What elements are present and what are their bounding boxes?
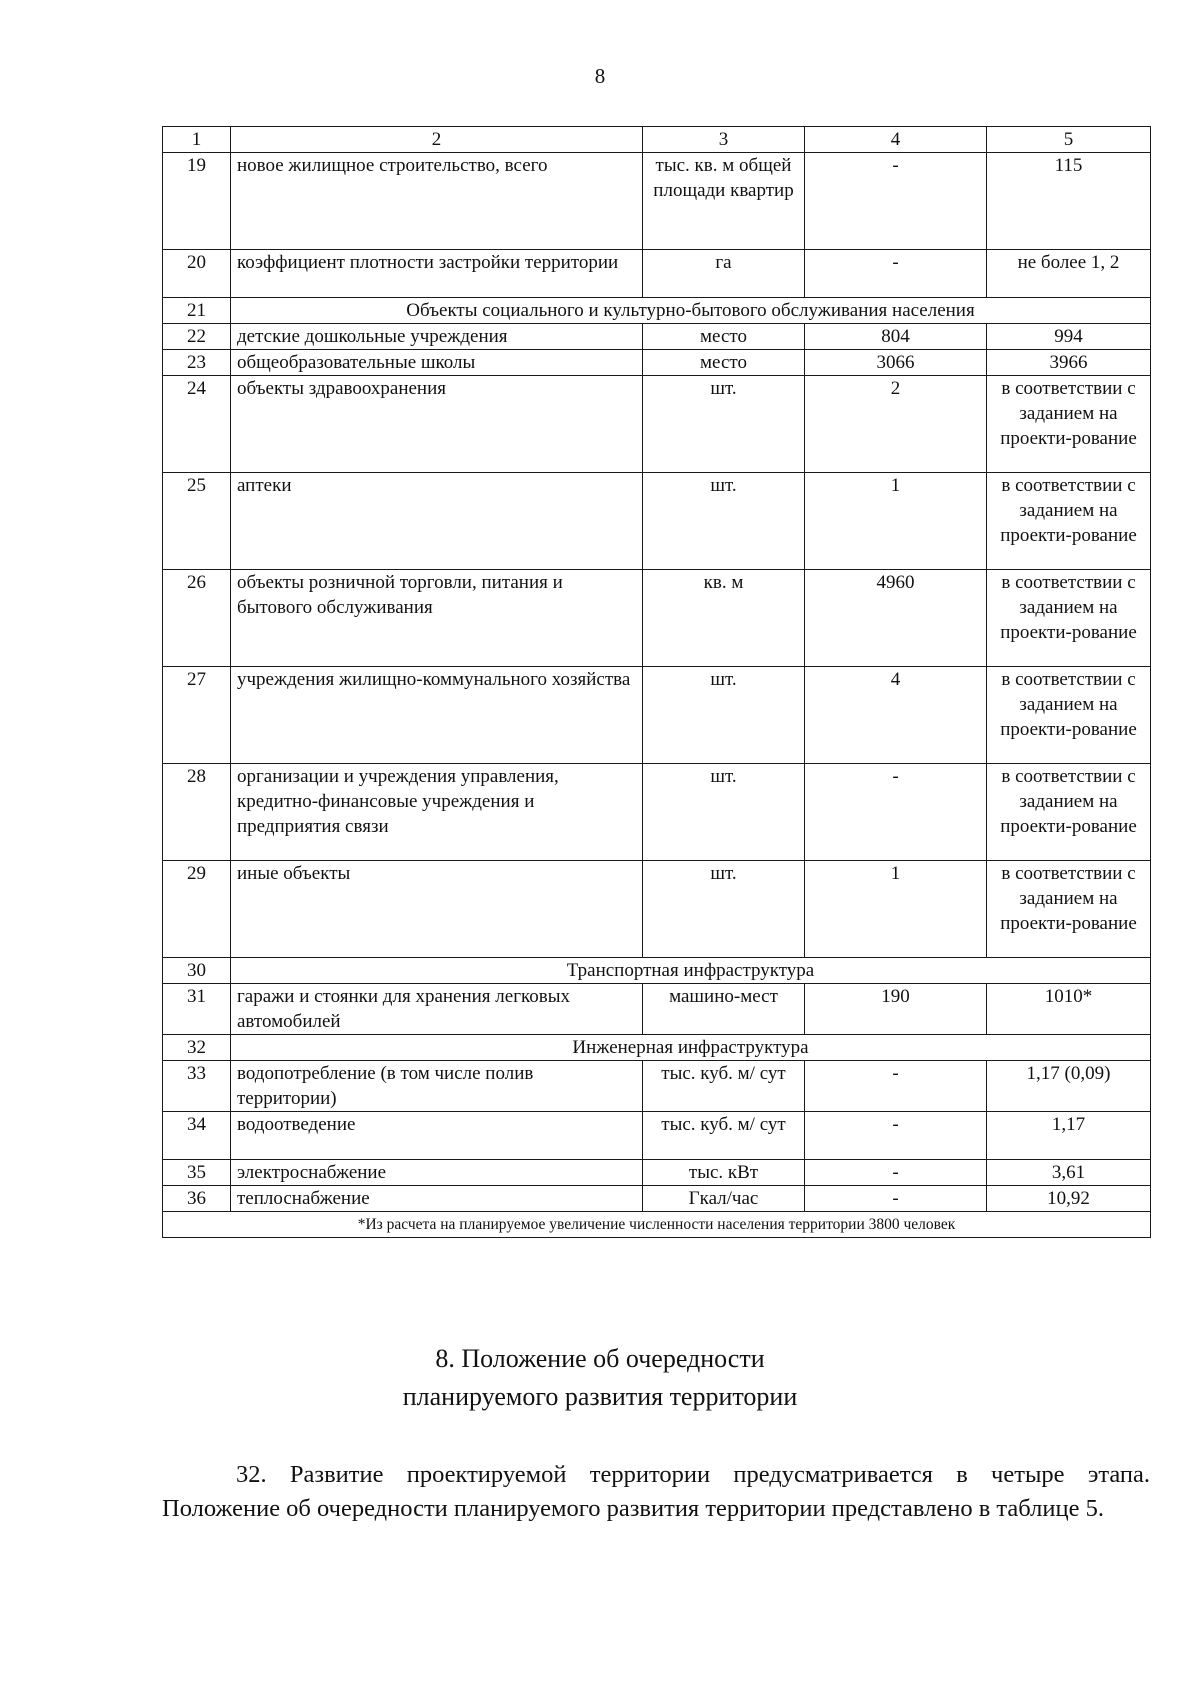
row-number: 31 <box>163 984 231 1035</box>
table-row <box>163 1186 1151 1212</box>
value-planned: 1,17 (0,09) <box>987 1061 1151 1112</box>
header-cell: 2 <box>231 127 643 153</box>
row-number: 30 <box>163 958 231 984</box>
value-current: 190 <box>805 984 987 1035</box>
table-row <box>163 473 1151 570</box>
indicator-name: коэффициент плотности застройки территории <box>231 250 643 298</box>
row-number: 20 <box>163 250 231 298</box>
value-planned: 1010* <box>987 984 1151 1035</box>
value-current: 1 <box>805 861 987 958</box>
table-row <box>163 350 1151 376</box>
value-planned: не более 1, 2 <box>987 250 1151 298</box>
unit-cell: шт. <box>643 667 805 764</box>
indicator-name: аптеки <box>231 473 643 570</box>
table-row <box>163 153 1151 250</box>
section-title: Инженерная инфраструктура <box>231 1035 1151 1061</box>
table-row <box>163 570 1151 667</box>
section-heading <box>0 1340 1200 1416</box>
unit-cell: шт. <box>643 764 805 861</box>
indicator-name: общеобразовательные школы <box>231 350 643 376</box>
indicator-name: теплоснабжение <box>231 1186 643 1212</box>
page-number: 8 <box>594 64 606 88</box>
table-section-row <box>163 1035 1151 1061</box>
row-number: 34 <box>163 1112 231 1160</box>
value-planned: 994 <box>987 324 1151 350</box>
value-planned: 3966 <box>987 350 1151 376</box>
unit-cell: тыс. куб. м/ сут <box>643 1112 805 1160</box>
indicator-name: организации и учреждения управления, кредитно-финансовые учреждения и предприятия связи <box>231 764 643 861</box>
indicator-name: объекты здравоохранения <box>231 376 643 473</box>
value-planned: 10,92 <box>987 1186 1151 1212</box>
value-current: 4 <box>805 667 987 764</box>
header-cell: 4 <box>805 127 987 153</box>
unit-cell: шт. <box>643 861 805 958</box>
indicator-name: иные объекты <box>231 861 643 958</box>
value-current: 1 <box>805 473 987 570</box>
unit-cell: шт. <box>643 473 805 570</box>
value-current: - <box>805 1160 987 1186</box>
value-planned: в соответствии с заданием на проекти-рование <box>987 764 1151 861</box>
row-number: 21 <box>163 298 231 324</box>
value-current: 4960 <box>805 570 987 667</box>
table-row <box>163 764 1151 861</box>
unit-cell: кв. м <box>643 570 805 667</box>
value-planned: в соответствии с заданием на проекти-рование <box>987 376 1151 473</box>
value-planned: в соответствии с заданием на проекти-рование <box>987 473 1151 570</box>
table-footnote: *Из расчета на планируемое увеличение численности населения территории 3800 человек <box>163 1212 1151 1238</box>
value-current: 2 <box>805 376 987 473</box>
value-current: 3066 <box>805 350 987 376</box>
row-number: 32 <box>163 1035 231 1061</box>
table-row <box>163 250 1151 298</box>
value-current: - <box>805 1061 987 1112</box>
table-header-row <box>163 127 1151 153</box>
unit-cell: тыс. кВт <box>643 1160 805 1186</box>
indicator-name: учреждения жилищно-коммунального хозяйства <box>231 667 643 764</box>
row-number: 28 <box>163 764 231 861</box>
section-heading-line: 8. Положение об очередности <box>435 1344 765 1373</box>
value-planned: в соответствии с заданием на проекти-рование <box>987 861 1151 958</box>
unit-cell: машино-мест <box>643 984 805 1035</box>
unit-cell: место <box>643 350 805 376</box>
row-number: 19 <box>163 153 231 250</box>
row-number: 35 <box>163 1160 231 1186</box>
row-number: 27 <box>163 667 231 764</box>
value-planned: в соответствии с заданием на проекти-рование <box>987 667 1151 764</box>
indicator-name: новое жилищное строительство, всего <box>231 153 643 250</box>
table-row <box>163 1061 1151 1112</box>
row-number: 26 <box>163 570 231 667</box>
unit-cell: га <box>643 250 805 298</box>
header-cell: 1 <box>163 127 231 153</box>
value-planned: 115 <box>987 153 1151 250</box>
value-current: - <box>805 250 987 298</box>
value-current: - <box>805 764 987 861</box>
table-section-row <box>163 298 1151 324</box>
indicator-name: водопотребление (в том числе полив территории) <box>231 1061 643 1112</box>
indicators-table <box>162 126 1151 1238</box>
table-row <box>163 984 1151 1035</box>
unit-cell: шт. <box>643 376 805 473</box>
table-section-row <box>163 958 1151 984</box>
header-cell: 3 <box>643 127 805 153</box>
indicator-name: гаражи и стоянки для хранения легковых автомобилей <box>231 984 643 1035</box>
header-cell: 5 <box>987 127 1151 153</box>
value-current: - <box>805 1112 987 1160</box>
section-heading-line: планируемого развития территории <box>402 1382 798 1411</box>
row-number: 25 <box>163 473 231 570</box>
row-number: 23 <box>163 350 231 376</box>
row-number: 33 <box>163 1061 231 1112</box>
row-number: 22 <box>163 324 231 350</box>
table-row <box>163 1160 1151 1186</box>
indicator-name: водоотведение <box>231 1112 643 1160</box>
table-row <box>163 376 1151 473</box>
row-number: 36 <box>163 1186 231 1212</box>
section-title: Транспортная инфраструктура <box>231 958 1151 984</box>
row-number: 29 <box>163 861 231 958</box>
table-row <box>163 667 1151 764</box>
indicator-name: электроснабжение <box>231 1160 643 1186</box>
value-current: - <box>805 1186 987 1212</box>
table-row <box>163 1112 1151 1160</box>
table-row <box>163 861 1151 958</box>
table-row <box>163 324 1151 350</box>
row-number: 24 <box>163 376 231 473</box>
indicator-name: детские дошкольные учреждения <box>231 324 643 350</box>
indicator-name: объекты розничной торговли, питания и бытового обслуживания <box>231 570 643 667</box>
body-paragraph: 32. Развитие проектируемой территории предусматривается в четыре этапа. Положение об очередности планируемого развития территории представлено в таблице 5. <box>162 1461 1150 1522</box>
value-current: - <box>805 153 987 250</box>
unit-cell: тыс. кв. м общей площади квартир <box>643 153 805 250</box>
section-title: Объекты социального и культурно-бытового обслуживания населения <box>231 298 1151 324</box>
value-planned: в соответствии с заданием на проекти-рование <box>987 570 1151 667</box>
unit-cell: Гкал/час <box>643 1186 805 1212</box>
value-planned: 3,61 <box>987 1160 1151 1186</box>
table-footnote-row <box>163 1212 1151 1238</box>
unit-cell: место <box>643 324 805 350</box>
value-current: 804 <box>805 324 987 350</box>
value-planned: 1,17 <box>987 1112 1151 1160</box>
unit-cell: тыс. куб. м/ сут <box>643 1061 805 1112</box>
